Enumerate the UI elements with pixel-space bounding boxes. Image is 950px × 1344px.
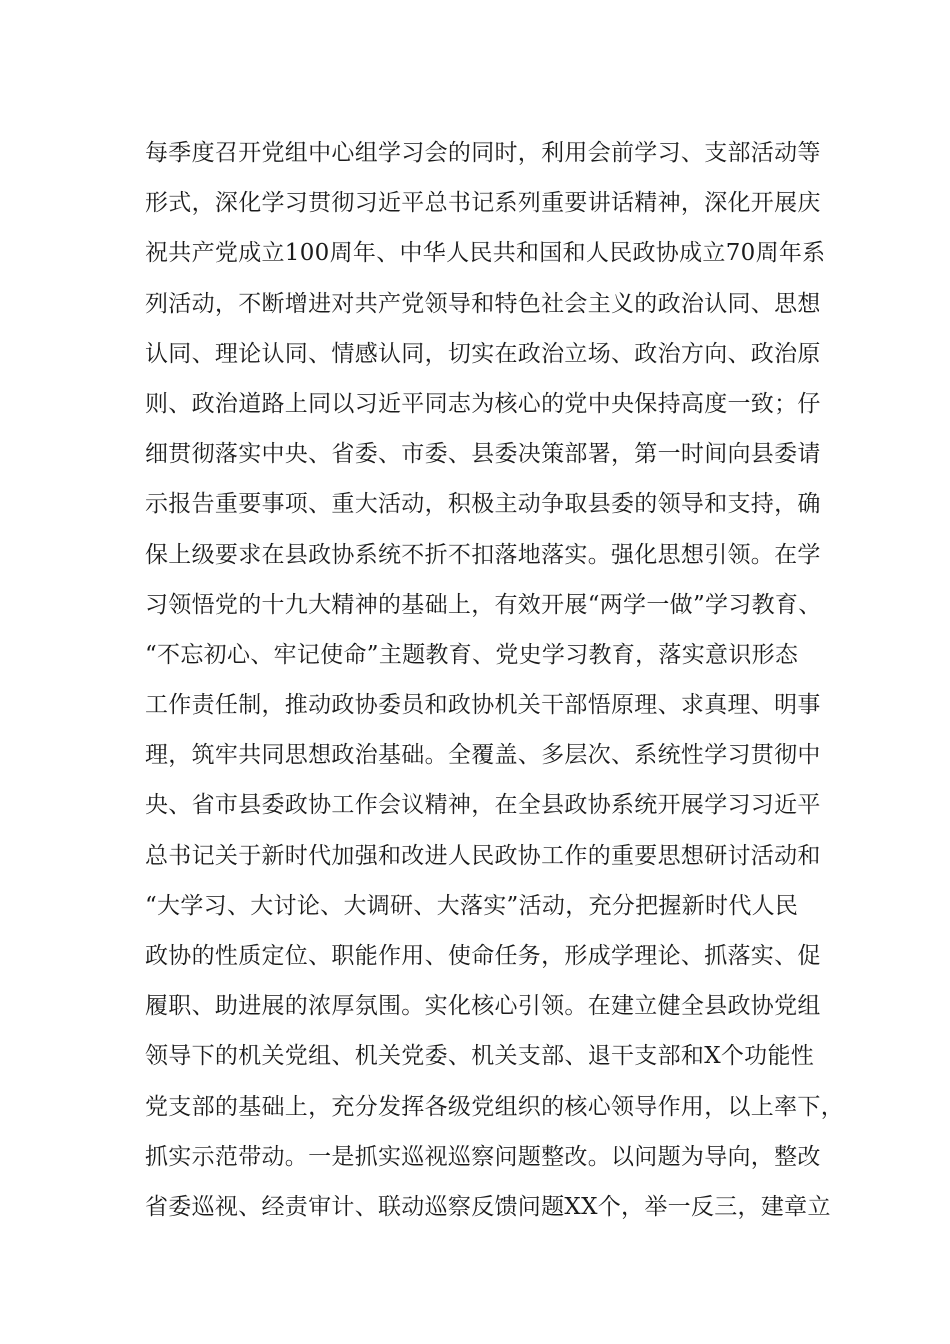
text-line: 省委巡视、经责审计、联动巡察反馈问题XX个，举一反三，建章立 bbox=[145, 1193, 831, 1220]
text-line: 抓实示范带动。一是抓实巡视巡察问题整改。以问题为导向，整改 bbox=[145, 1143, 821, 1170]
text-line: 示报告重要事项、重大活动，积极主动争取县委的领导和支持，确 bbox=[145, 491, 821, 518]
text-line: “不忘初心、牢记使命”主题教育、党史学习教育，落实意识形态 bbox=[145, 641, 799, 668]
text-line: 工作责任制，推动政协委员和政协机关干部悟原理、求真理、明事 bbox=[145, 692, 821, 719]
text-line: 认同、理论认同、情感认同，切实在政治立场、政治方向、政治原 bbox=[145, 340, 821, 367]
text-line: 领导下的机关党组、机关党委、机关支部、退干支部和X个功能性 bbox=[145, 1043, 815, 1070]
text-line: 总书记关于新时代加强和改进人民政协工作的重要思想研讨活动和 bbox=[145, 842, 821, 869]
text-line: 祝共产党成立100周年、中华人民共和国和人民政协成立70周年系 bbox=[145, 240, 826, 267]
text-line: 保上级要求在县政协系统不折不扣落地落实。强化思想引领。在学 bbox=[145, 541, 821, 568]
text-line: 细贯彻落实中央、省委、市委、县委决策部署，第一时间向县委请 bbox=[145, 441, 821, 468]
text-line: 列活动，不断增进对共产党领导和特色社会主义的政治认同、思想 bbox=[145, 290, 821, 317]
body-paragraph bbox=[145, 128, 844, 1232]
text-line: 每季度召开党组中心组学习会的同时，利用会前学习、支部活动等 bbox=[145, 140, 821, 166]
text-line: 则、政治道路上同以习近平同志为核心的党中央保持高度一致；仔 bbox=[145, 390, 821, 417]
text-line: 履职、助进展的浓厚氛围。实化核心引领。在建立健全县政协党组 bbox=[145, 993, 821, 1020]
text-line: 党支部的基础上，充分发挥各级党组织的核心领导作用，以上率下， bbox=[145, 1093, 844, 1120]
text-line: 习领悟党的十九大精神的基础上，有效开展“两学一做”学习教育、 bbox=[145, 591, 822, 618]
text-line: “大学习、大讨论、大调研、大落实”活动，充分把握新时代人民 bbox=[145, 892, 799, 919]
text-line: 理，筑牢共同思想政治基础。全覆盖、多层次、系统性学习贯彻中 bbox=[145, 742, 821, 769]
text-line: 形式，深化学习贯彻习近平总书记系列重要讲话精神，深化开展庆 bbox=[145, 190, 821, 217]
text-line: 政协的性质定位、职能作用、使命任务，形成学理论、抓落实、促 bbox=[145, 943, 821, 969]
text-line: 央、省市县委政协工作会议精神，在全县政协系统开展学习习近平 bbox=[145, 792, 821, 819]
